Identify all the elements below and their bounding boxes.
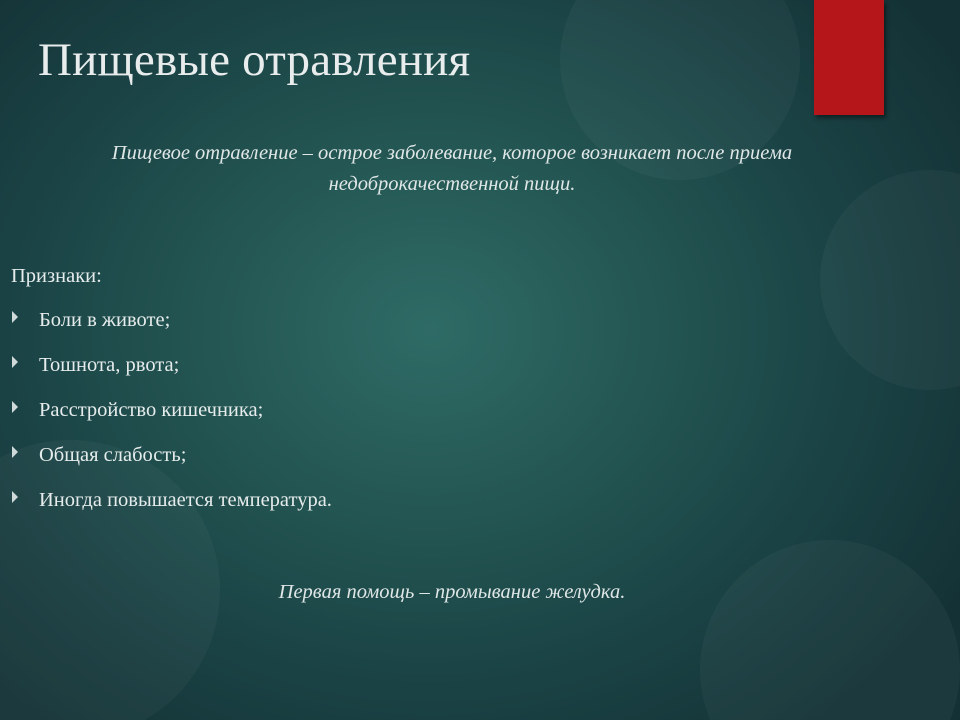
- list-item-text: Тошнота, рвота;: [39, 354, 180, 376]
- definition-text: Пищевое отравление – острое заболевание, которое возникает после приема недоброкачественной пищи.: [111, 142, 793, 195]
- accent-bar: [814, 0, 884, 115]
- triangle-bullet-icon: [12, 446, 18, 458]
- list-item-text: Расстройство кишечника;: [39, 399, 264, 421]
- first-aid-text: Первая помощь – промывание желудка.: [278, 581, 626, 603]
- triangle-bullet-icon: [12, 356, 18, 368]
- background-bubble: [700, 540, 960, 720]
- list-item-text: Общая слабость;: [39, 444, 187, 466]
- list-item-text: Боли в животе;: [39, 309, 171, 331]
- triangle-bullet-icon: [12, 401, 18, 413]
- background-bubble: [820, 170, 960, 390]
- signs-label: Признаки:: [11, 265, 102, 287]
- triangle-bullet-icon: [12, 311, 18, 323]
- triangle-bullet-icon: [12, 491, 18, 503]
- slide-title: Пищевые отравления: [38, 34, 471, 86]
- list-item-text: Иногда повышается температура.: [39, 489, 332, 511]
